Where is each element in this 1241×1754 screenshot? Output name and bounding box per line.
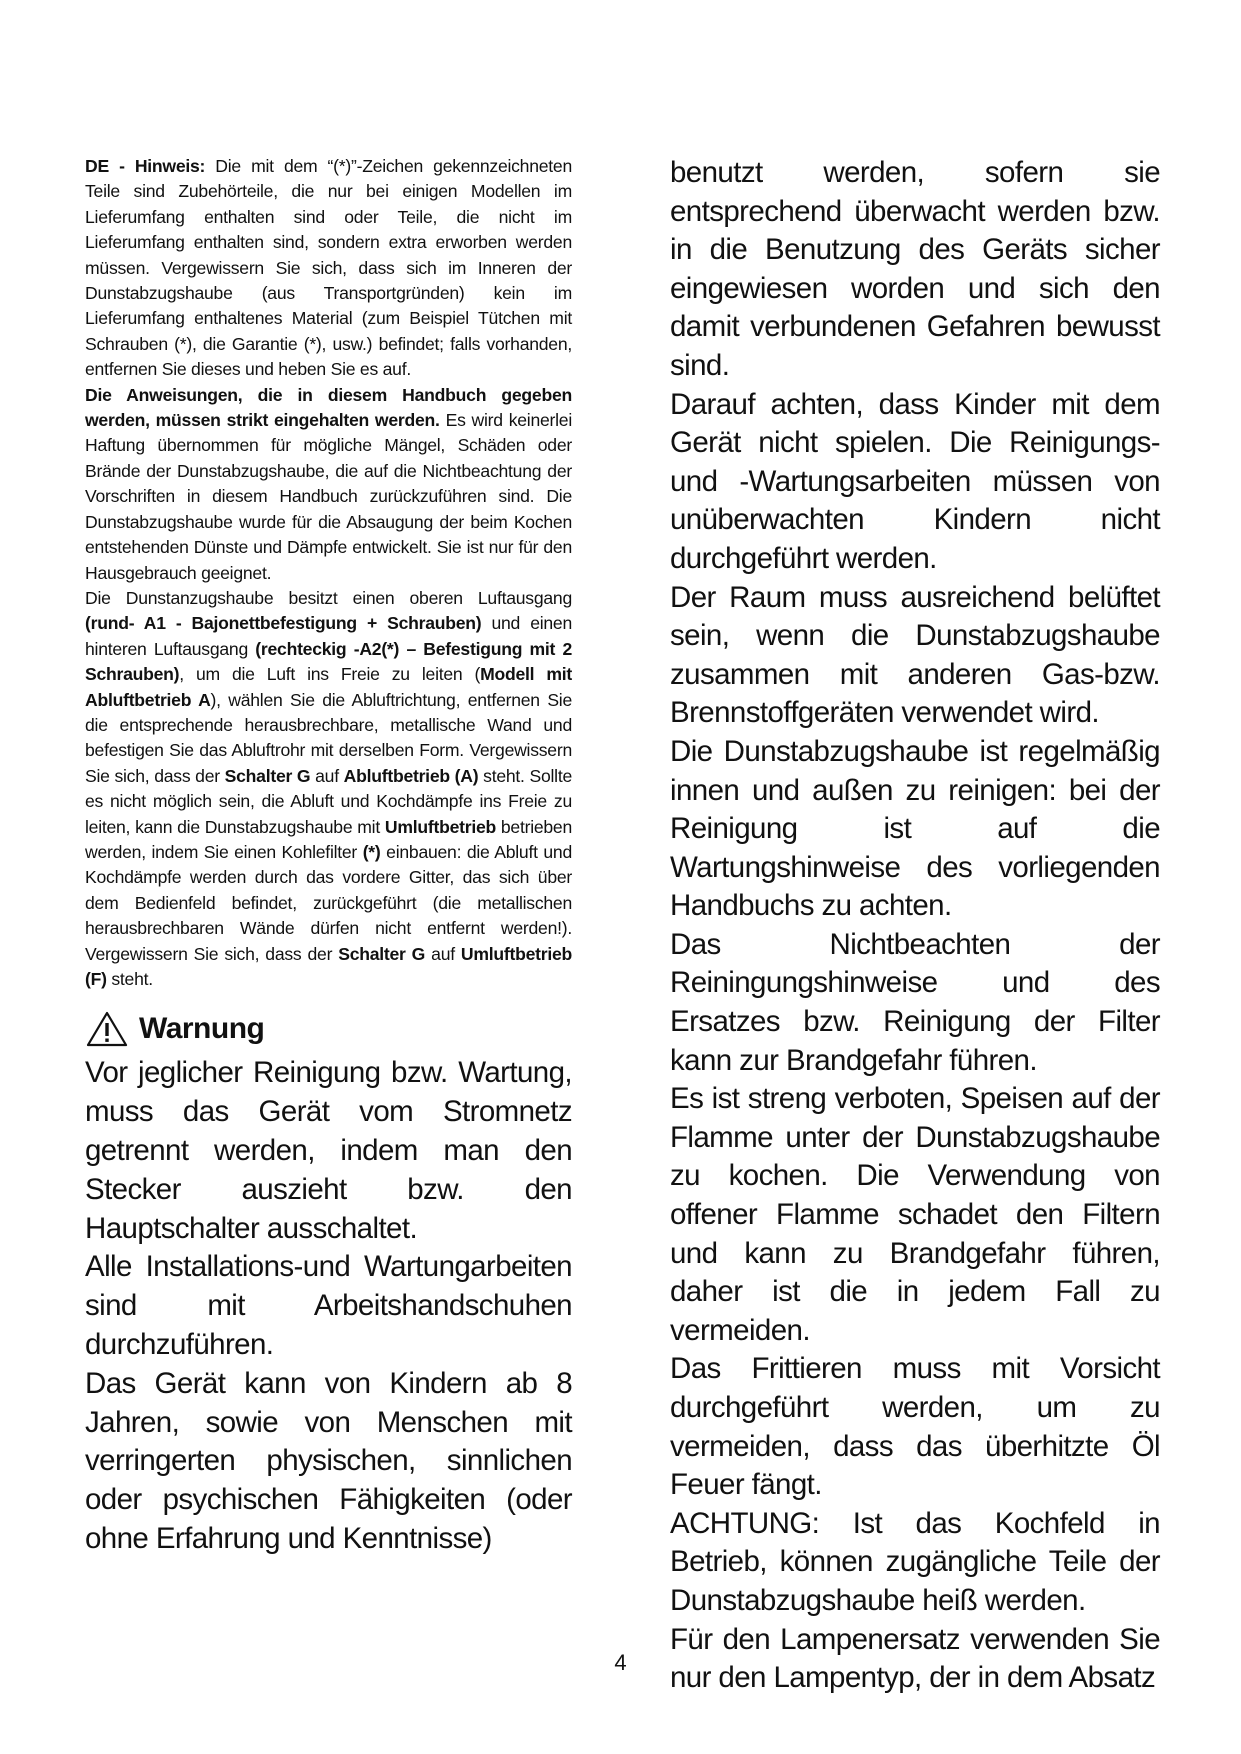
outlet-text: einbauen: die Abluft und Kochdämpfe werden durch das vordere Gitter, das sich über dem Bedienfeld befindet, zurückgeführt (die metallischen herausbrechbaren Wände dürfen nicht entfernt werden!). Vergewissern Sie sich, dass der xyxy=(85,841,572,964)
outlet-text: Die Dunstanzugshaube besitzt einen oberen Luftausgang xyxy=(85,587,572,608)
right-column xyxy=(670,154,1160,1698)
instructions-paragraph xyxy=(85,383,572,586)
outlet-bold: Abluftbetrieb (A) xyxy=(343,765,479,786)
note-prefix: DE - Hinweis: xyxy=(85,156,206,176)
outlet-bold: (*) xyxy=(362,841,381,862)
outlet-text: auf xyxy=(425,943,461,964)
warning-paragraph: Alle Installations-und Wartungarbeiten sind mit Arbeitshandschuhen durchzuführen. xyxy=(85,1250,572,1361)
left-column xyxy=(85,154,572,1559)
outlet-bold: (rechteckig -A2(*) – Befestigung mit 2 Schrauben) xyxy=(85,638,572,685)
right-paragraph: Die Dunstabzugshaube ist regelmäßig innen und außen zu reinigen: bei der Reinigung ist auf die Wartungshinweise des vorliegenden Handbuchs zu achten. xyxy=(670,734,1160,923)
outlet-text: ), wählen Sie die Abluftrichtung, entfernen Sie die entsprechende herausbrechbare, metallische Wand und befestigen Sie das Abluftrohr mit derselben Form. Vergewissern Sie sich, dass der xyxy=(85,689,572,786)
right-paragraph: Für den Lampenersatz verwenden Sie nur den Lampentyp, der in dem Absatz xyxy=(670,1622,1160,1695)
outlet-bold: Modell mit Abluftbetrieb A xyxy=(85,664,572,710)
instructions-bold: Die Anweisungen, die in diesem Handbuch gegeben werden, müssen strikt eingehalten werden. xyxy=(85,384,572,431)
outlet-bold: Umluftbetrieb (F) xyxy=(85,943,573,989)
outlet-text: betrieben werden, indem Sie einen Kohlefilter xyxy=(85,816,572,862)
outlet-bold: Schalter G xyxy=(224,765,311,786)
right-paragraph: benutzt werden, sofern sie entsprechend überwacht werden bzw. in die Benutzung des Geräts sicher eingewiesen worden und sich den damit verbundenen Gefahren bewusst sind. xyxy=(670,156,1160,382)
outlet-bold: Schalter G xyxy=(338,943,426,964)
outlet-text: auf xyxy=(310,765,344,786)
right-paragraph: Der Raum muss ausreichend belüftet sein, wenn die Dunstabzugshaube zusammen mit anderen Gas-bzw. Brennstoffgeräten verwendet wird. xyxy=(670,580,1160,730)
outlet-text: steht. Sollte es nicht möglich sein, die Abluft und Kochdämpfe ins Freie zu leiten, kann die Dunstabzugshaube mit xyxy=(85,765,572,837)
note-text: Die mit dem “(*)”-Zeichen gekennzeichneten Teile sind Zubehörteile, die nur bei einigen Modellen im Lieferumfang enthalten sind oder Teile, die nicht im Lieferumfang enthalten sind, sondern extra erworben werden müssen. Vergewissern Sie sich, dass sich im Inneren der Dunstabzugshaube (aus Transportgründen) kein im Lieferumfang enthaltenes Material (zum Beispiel Tütchen mit Schrauben (*), die Garantie (*), usw.) befindet; falls vorhanden, entfernen Sie dieses und heben Sie es auf. xyxy=(85,156,572,380)
outlet-bold: (rund- A1 - Bajonettbefestigung + Schrauben) xyxy=(85,613,482,634)
warning-title: Warnung xyxy=(139,1012,265,1046)
right-paragraph: Das Nichtbeachten der Reiningungshinweise und des Ersatzes bzw. Reinigung der Filter kann zur Brandgefahr führen. xyxy=(670,927,1160,1077)
warning-text-block xyxy=(85,1054,572,1558)
right-paragraph: Das Frittieren muss mit Vorsicht durchgeführt werden, um zu vermeiden, dass das überhitzte Öl Feuer fängt. xyxy=(670,1352,1160,1502)
outlet-text: und einen hinteren Luftausgang xyxy=(85,613,572,659)
warning-triangle-icon xyxy=(85,1010,129,1048)
note-paragraph xyxy=(85,154,572,383)
instructions-text: Es wird keinerlei Haftung übernommen für mögliche Mängel, Schäden oder Brände der Dunstabzugshaube, die auf die Nichtbeachtung der Vorschriften in diesem Handbuch zurückzuführen sind. Die Dunstabzugshaube wurde für die Absaugung der beim Kochen entstehenden Dünste und Dämpfe entwickelt. Sie ist nur für den Hausgebrauch geeignet. xyxy=(85,410,572,583)
right-paragraph: Es ist streng verboten, Speisen auf der Flamme unter der Dunstabzugshaube zu kochen. Die Verwendung von offener Flamme schadet den Filtern und kann zu Brandgefahr führen, daher ist die in jedem Fall zu vermeiden. xyxy=(670,1082,1160,1347)
page-number: 4 xyxy=(614,1650,627,1675)
outlet-text: , um die Luft ins Freie zu leiten ( xyxy=(179,664,481,685)
right-paragraph: Darauf achten, dass Kinder mit dem Gerät nicht spielen. Die Reinigungs- und -Wartungsarbeiten müssen von unüberwachten Kindern nicht durchgeführt werden. xyxy=(670,387,1160,575)
warning-paragraph: Das Gerät kann von Kindern ab 8 Jahren, sowie von Menschen mit verringerten physischen, sinnlichen oder psychischen Fähigkeiten (oder ohne Erfahrung und Kenntnisse) xyxy=(85,1366,572,1555)
outlet-text: steht. xyxy=(106,969,153,989)
warning-heading xyxy=(85,1010,572,1048)
small-text-block xyxy=(85,154,572,992)
right-paragraph: ACHTUNG: Ist das Kochfeld in Betrieb, können zugängliche Teile der Dunstabzugshaube heiß werden. xyxy=(670,1506,1160,1617)
outlet-paragraph xyxy=(85,586,572,993)
outlet-bold: Umluftbetrieb xyxy=(384,816,496,837)
warning-paragraph: Vor jeglicher Reinigung bzw. Wartung, muss das Gerät vom Stromnetz getrennt werden, indem man den Stecker auszieht bzw. den Hauptschalter ausschaltet. xyxy=(85,1056,572,1245)
